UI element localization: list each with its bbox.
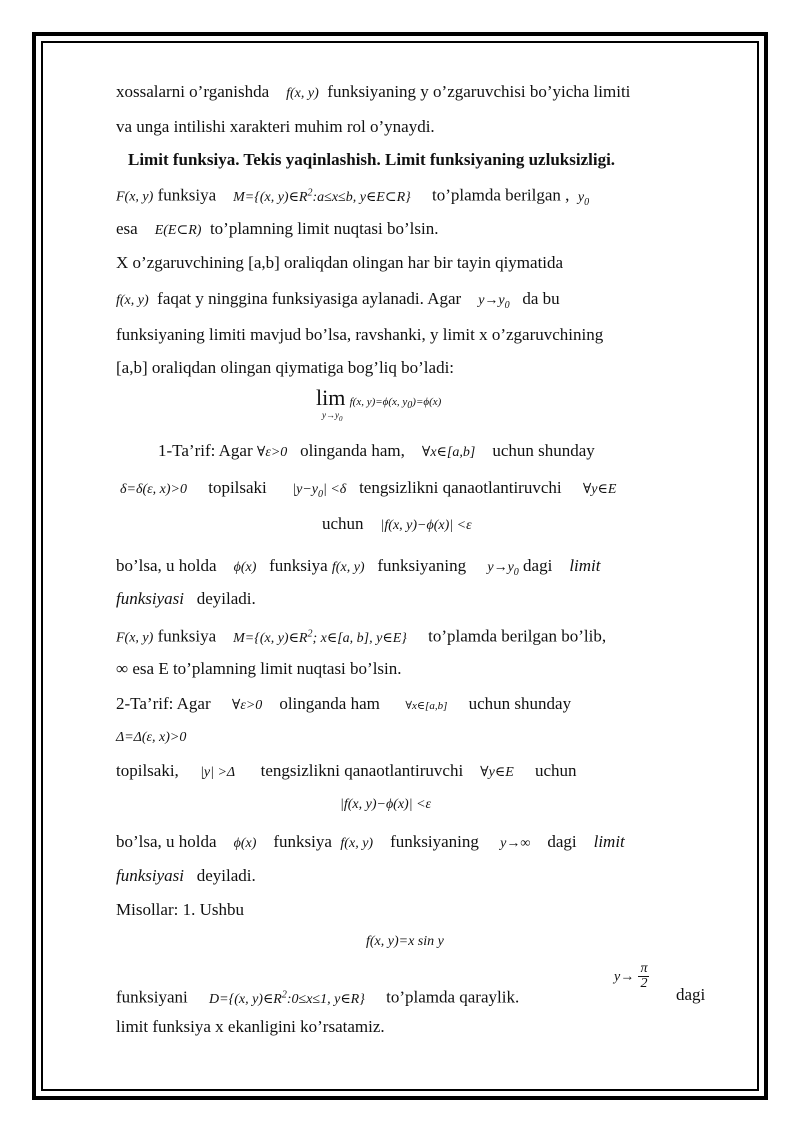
text: uchun [322, 514, 364, 533]
math-y-to-pi-half [614, 962, 649, 991]
text: to’plamda qaraylik. [386, 987, 520, 1007]
text: to’plamning limit nuqtasi bo’lsin. [209, 219, 439, 238]
text: funksiya [157, 185, 217, 205]
text-line-8 [116, 325, 603, 345]
text-line-19 [116, 726, 186, 748]
math-part: :0≤x≤1, y∈R} [286, 991, 365, 1007]
math-F: F(x, y) [116, 630, 154, 646]
text: esa [116, 219, 138, 238]
text: funksiya [157, 626, 217, 646]
text: to’plamda berilgan bo’lib, [428, 626, 607, 646]
subscript: 0 [513, 566, 519, 578]
text-line-14 [116, 556, 601, 583]
math-part: y→y [487, 560, 514, 575]
text: tengsizlikni qanaotlantiruvchi [260, 761, 464, 780]
math-delta: δ=δ(ε, x)>0 [120, 482, 187, 497]
text-line-1 [116, 82, 630, 104]
text: dagi [523, 556, 553, 575]
definition-2-line [116, 694, 571, 716]
text: tengsizlikni qanaotlantiruvchi [359, 478, 562, 497]
math-limit-expr [349, 396, 442, 412]
math-part: | <δ [323, 482, 347, 497]
math-forall-y: ∀y∈E [582, 482, 617, 497]
text: funksiya [273, 832, 332, 851]
limit-subscript [322, 410, 343, 424]
math-part: D={(x, y)∈R [209, 991, 282, 1007]
text-line-6 [116, 253, 563, 273]
text: dagi [676, 985, 706, 1004]
text: X o’zgaruvchining [a,b] oraliqdan olingan har bir tayin qiymatida [116, 253, 564, 272]
text: to’plamda berilgan , [432, 185, 570, 205]
text-line-16 [116, 624, 606, 649]
term-funksiyasi: funksiyasi [116, 589, 184, 608]
text: bo’lsa, u holda [116, 832, 217, 851]
math-set-M [233, 187, 411, 205]
text-line-22 [116, 832, 625, 854]
denominator: 2 [640, 976, 648, 991]
superscript: 2 [307, 628, 313, 639]
text-line-7 [116, 289, 560, 316]
text: bo’lsa, u holda [116, 556, 217, 575]
text: uchun [535, 761, 577, 780]
text: funksiya [269, 556, 328, 575]
math-y-to-infinity: y→∞ [500, 836, 531, 851]
math-forall-eps: ∀ε>0 [231, 698, 263, 713]
text: uchun shunday [492, 441, 595, 460]
math-part: f(x, y)=ϕ(x, y [349, 396, 408, 408]
text: ∞ esa E to’plamning limit nuqtasi bo’lsin. [116, 659, 402, 678]
math-part: )=ϕ(x) [412, 396, 442, 408]
math-abs-y: |y| >Δ [200, 765, 236, 780]
text: 1-Ta’rif: Agar [158, 441, 253, 460]
math-f: f(x, y) [116, 293, 149, 308]
math-part: y→y [478, 293, 505, 308]
math-E: E(E⊂R) [154, 223, 202, 238]
fraction-pi-over-2 [638, 962, 649, 991]
text-line-5 [116, 219, 438, 241]
math-inequality: |f(x, y)−ϕ(x)| <ε [380, 518, 472, 533]
math-part: y→y [322, 410, 339, 420]
math-f: f(x, y) [331, 560, 365, 575]
text: funksiyaning [390, 832, 479, 851]
lim-symbol: lim [316, 385, 346, 410]
math-part: y [577, 189, 585, 205]
text: faqat y ninggina funksiyasiga aylanadi. Agar [157, 289, 462, 308]
math-part: ; x∈[a, b], y∈E} [312, 630, 407, 646]
text: deyiladi. [196, 589, 256, 608]
math-y0 [577, 189, 590, 208]
text-line-15 [116, 589, 256, 609]
text: [a,b] oraliqdan olingan qiymatiga bog’liq bo’ladi: [116, 358, 455, 377]
text: limit funksiya x ekanligini ko’rsatamiz. [116, 1017, 385, 1036]
subscript: 0 [584, 196, 590, 208]
math-y-to-y0 [487, 560, 519, 578]
text: funksiyani [116, 987, 188, 1007]
math-fx-sin: f(x, y)=x sin y [366, 934, 444, 949]
text: va unga intilishi xarakteri muhim rol o’ynaydi. [116, 117, 435, 136]
text: uchun shunday [468, 694, 572, 713]
math-forall-x: ∀x∈[a,b] [421, 445, 476, 460]
math-forall-x: ∀x∈[a,b] [405, 700, 448, 712]
text: topilsaki, [116, 761, 179, 780]
math-F: F(x, y) [116, 189, 154, 205]
text: funksiyaning [377, 556, 467, 575]
subscript: 0 [407, 400, 413, 412]
text: funksiyaning y o’zgaruvchisi bo’yicha limiti [327, 82, 631, 101]
text: xossalarni o’rganishda [116, 82, 270, 101]
text: olinganda ham [279, 694, 380, 713]
math-set-M [233, 628, 407, 646]
text-line-23 [116, 866, 256, 886]
heading-text: Limit funksiya. Tekis yaqinlashish. Limit funksiyaning uzluksizligi. [128, 150, 616, 169]
section-heading [128, 150, 615, 170]
math-forall-eps: ∀ε>0 [256, 445, 288, 460]
math-inequality: |f(x, y)−ϕ(x)| <ε [340, 797, 432, 812]
math-part: |y−y [292, 482, 319, 497]
math-phi: ϕ(x) [233, 836, 257, 851]
subscript: 0 [318, 488, 324, 500]
math-forall-y: ∀y∈E [480, 765, 514, 780]
math-f: f(x, y) [286, 86, 319, 101]
math-abs-y [292, 482, 347, 500]
text: olinganda ham, [300, 441, 405, 460]
subscript: 0 [504, 299, 510, 311]
text-line-26 [116, 985, 519, 1010]
text-line-12 [120, 478, 616, 505]
text: topilsaki [208, 478, 267, 497]
text: da bu [522, 289, 560, 308]
text: funksiyaning limiti mavjud bo’lsa, ravshanki, y limit x o’zgaruvchining [116, 325, 604, 344]
text-line-4 [116, 183, 589, 212]
numerator: π [640, 961, 648, 976]
math-Delta: Δ=Δ(ε, x)>0 [116, 730, 187, 745]
term-limit: limit [569, 556, 601, 575]
text: deyiladi. [196, 866, 256, 885]
text-line-2 [116, 117, 435, 137]
definition-1-line [158, 441, 595, 463]
superscript: 2 [281, 989, 287, 1000]
text: 2-Ta’rif: Agar [116, 694, 211, 713]
math-f: f(x, y) [340, 836, 374, 851]
text-line-9 [116, 358, 454, 378]
math-phi: ϕ(x) [233, 560, 257, 575]
text-line-17 [116, 659, 402, 679]
text-line-27 [116, 1017, 385, 1037]
math-part: M={(x, y)∈R [233, 630, 308, 646]
math-part: M={(x, y)∈R [233, 189, 308, 205]
text-line-13 [322, 514, 472, 536]
math-part: y→ [614, 969, 635, 985]
text: dagi [547, 832, 577, 851]
text: Misollar: 1. Ushbu [116, 900, 244, 919]
term-limit: limit [593, 832, 625, 851]
term-funksiyasi: funksiyasi [116, 866, 184, 885]
example-formula [366, 930, 444, 952]
inequality-line [340, 793, 431, 815]
text-dagi [676, 985, 705, 1005]
math-set-D [209, 989, 365, 1007]
superscript: 2 [307, 187, 313, 198]
math-part: :a≤x≤b, y∈E⊂R} [312, 189, 411, 205]
subscript: 0 [339, 414, 343, 423]
math-y-to-y0 [478, 293, 510, 311]
text-line-24 [116, 900, 244, 920]
text-line-20 [116, 761, 577, 783]
